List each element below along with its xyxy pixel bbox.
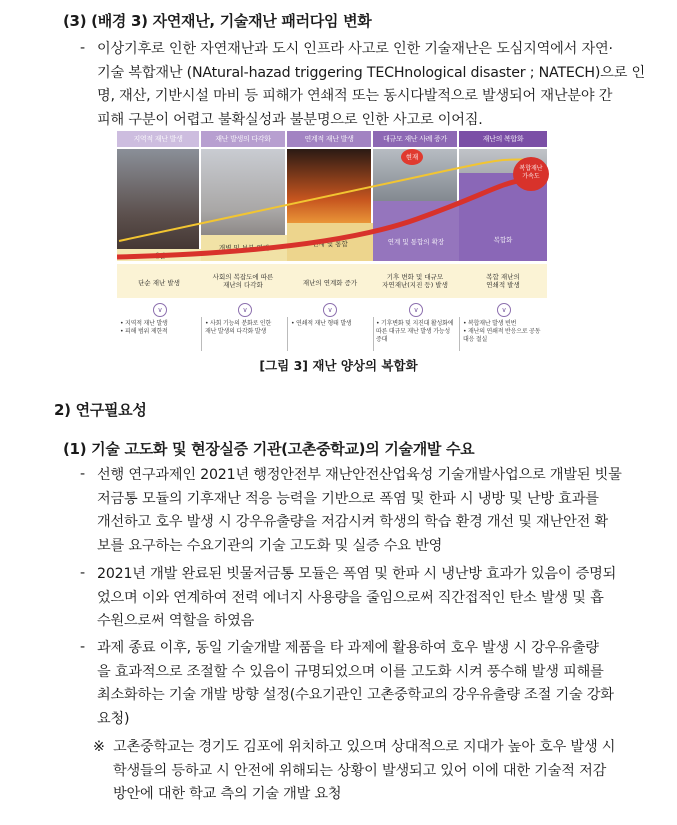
chevron-down-icon: ∨ <box>153 303 167 317</box>
section-heading-3: (3) (배경 3) 자연재난, 기술재난 패러다임 변화 <box>63 12 372 30</box>
divider <box>287 317 288 351</box>
text-line: 기술 복합재난 (NAtural-hazad triggering TECHnological disaster ; NATECH)으로 인 <box>97 64 646 81</box>
summary-text: 복합 재난의 연쇄적 발생 <box>486 273 520 289</box>
stage-band: 대규모 재난 사례 증가 <box>373 131 457 147</box>
accel-badge: 복합재난 가속도 <box>513 157 549 191</box>
stage-bullets: • 기후변화 및 지진대 활성화에 따른 대규모 재난 발생 가능성 증대 <box>376 320 454 343</box>
stage-box-label: 개별 및 부분 연계 <box>218 244 270 252</box>
text-line: 최소화하는 기술 개발 방향 설정(수요기관인 고촌중학교의 강우유출량 조절 기술 강화 <box>97 687 614 703</box>
stage-box-label: 복합화 <box>493 236 513 244</box>
text-line: 보를 요구하는 수요기관의 기술 고도화 및 실증 수요 반영 <box>97 537 443 554</box>
summary-text: 단순 재난 발생 <box>138 279 180 287</box>
stage-band: 연계적 재난 발생 <box>287 131 371 147</box>
text-line: 요청) <box>97 710 130 727</box>
section-3-paragraph <box>97 38 657 132</box>
stage-bullets: • 사회 기능의 분화로 인한 재난 발생의 다각화 발생 <box>205 320 272 335</box>
text-line: 개선하고 호우 발생 시 강우유출량을 저감시켜 학생의 학습 환경 개선 및 재난안전 확 <box>97 514 608 530</box>
stage-bullets: • 복합재난 발생 빈번 • 재난의 연쇄적 반응으로 공동 대응 절실 <box>463 320 541 343</box>
text-line: 을 효과적으로 조절할 수 있음이 규명되었으며 이를 고도화 시켜 풍수해 발생 피해를 <box>97 663 604 680</box>
red-trend-curve <box>117 179 527 257</box>
summary-text: 재난의 연계화 증가 <box>302 279 358 287</box>
divider <box>459 317 460 351</box>
text-line: 수원으로써 역할을 하였음 <box>97 613 255 629</box>
note-mark: ※ <box>93 739 105 755</box>
need-bullet-3 <box>97 637 657 731</box>
need-bullet-2 <box>97 563 657 634</box>
stage-bullets: • 지역적 재난 발생 • 피해 범위 제한적 <box>120 320 168 335</box>
summary-text: 사회의 복잡도에 따른 재난의 다각화 <box>212 273 274 289</box>
text-line: 선행 연구과제인 2021년 행정안전부 재난안전산업육성 기술개발사업으로 개발된 빗물 <box>97 467 622 483</box>
trend-curves <box>117 149 547 261</box>
chevron-down-icon: ∨ <box>497 303 511 317</box>
text-line: 었으며 이와 연계하여 전력 에너지 사용량을 줄임으로써 직간접적인 탄소 발생 및 흡 <box>97 589 604 606</box>
yellow-trend-curve <box>119 159 537 241</box>
stage-box-label: 개별 <box>152 252 166 260</box>
section-heading-2-1: (1) 기술 고도화 및 현장실증 기관(고촌중학교)의 기술개발 수요 <box>63 440 475 458</box>
current-badge: 현재 <box>401 149 423 165</box>
text-line: 고촌중학교는 경기도 김포에 위치하고 있으며 상대적으로 지대가 높아 호우 발생 시 <box>113 739 616 755</box>
figure-caption: [그림 3] 재난 양상의 복합화 <box>259 358 418 373</box>
stage-bullets: • 연쇄적 재난 형태 발생 <box>291 320 352 327</box>
divider <box>201 317 202 351</box>
dash-bullet: - <box>80 639 86 655</box>
stage-box-label: 연계 및 통합의 확장 <box>387 238 445 246</box>
dash-bullet: - <box>80 565 86 581</box>
chevron-down-icon: ∨ <box>238 303 252 317</box>
dash-bullet: - <box>80 466 86 482</box>
note-paragraph <box>113 736 658 807</box>
text-line: 과제 종료 이후, 동일 기술개발 제품을 타 과제에 활용하여 호우 발생 시 강우유출량 <box>97 640 599 656</box>
chevron-down-icon: ∨ <box>409 303 423 317</box>
stage-band: 지역적 재난 발생 <box>117 131 199 147</box>
summary-text: 기후 변화 및 대규모 자연재난(지진 등) 발생 <box>382 273 448 289</box>
section-heading-2: 2) 연구필요성 <box>54 401 147 419</box>
text-line: 저금통 모듈의 기후재난 적응 능력을 기반으로 폭염 및 한파 시 냉방 및 난방 효과를 <box>97 490 599 507</box>
need-bullet-1 <box>97 464 657 558</box>
text-line: 학생들의 등하교 시 안전에 위해되는 상황이 발생되고 있어 이에 대한 기술적 저감 <box>113 762 607 779</box>
stage-band: 재난의 복합화 <box>459 131 547 147</box>
dash-bullet: - <box>80 40 86 56</box>
stage-box-label: 연계 및 통합 <box>312 240 348 248</box>
text-line: 피해 구분이 어렵고 불확실성과 불분명으로 인한 사고로 이어짐. <box>97 111 483 128</box>
text-line: 이상기후로 인한 자연재난과 도시 인프라 사고로 인한 기술재난은 도심지역에서 자연· <box>97 41 613 57</box>
text-line: 2021년 개발 완료된 빗물저금통 모듈은 폭염 및 한파 시 냉난방 효과가 있음이 증명되 <box>97 566 617 582</box>
text-line: 방안에 대한 학교 측의 기술 개발 요청 <box>113 786 342 802</box>
disaster-complexity-figure <box>117 131 547 351</box>
divider <box>373 317 374 351</box>
text-line: 명, 재산, 기반시설 마비 등 피해가 연쇄적 또는 동시다발적으로 발생되어 재난분야 간 <box>97 88 613 104</box>
chevron-down-icon: ∨ <box>323 303 337 317</box>
stage-band: 재난 발생의 다각화 <box>201 131 285 147</box>
